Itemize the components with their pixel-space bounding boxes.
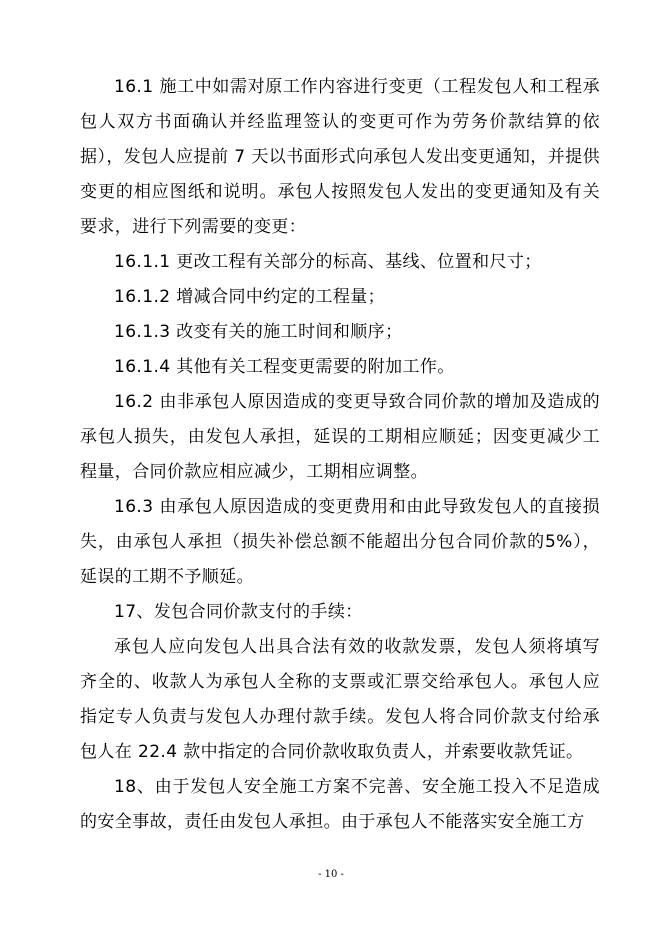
paragraph-17-body: 承包人应向发包人出具合法有效的收款发票，发包人须将填写齐全的、收款人为承包人全称的支票或汇票交给承包人。承包人应指定专人负责与发包人办理付款手续。发包人将合同价款支付给承包人在 22.4 款中指定的合同价款收取负责人，并索要收款凭证。: [80, 637, 600, 762]
paragraph-16-1-4: 16.1.4 其他有关工程变更需要的附加工作。: [114, 357, 455, 377]
paragraph-16-1-1: 16.1.1 更改工程有关部分的标高、基线、位置和尺寸；: [114, 252, 542, 272]
page-number: - 10 -: [318, 869, 344, 880]
paragraph-16-1-2: 16.1.2 增减合同中约定的工程量；: [114, 287, 386, 307]
heading-17: 17、发包合同价款支付的手续：: [114, 602, 363, 622]
paragraph-16-1: 16.1 施工中如需对原工作内容进行变更（工程发包人和工程承包人双方书面确认并经监理签认的变更可作为劳务价款结算的依据），发包人应提前 7 天以书面形式向承包人发出变更通知，并提供变更的相应图纸和说明。承包人按照发包人发出的变更通知及有关要求，进行下列需要的变更：: [80, 77, 600, 237]
paragraph-18: 18、由于发包人安全施工方案不完善、安全施工投入不足造成的安全事故，责任由发包人承担。由于承包人不能落实安全施工方: [80, 777, 600, 832]
paragraph-16-1-3: 16.1.3 改变有关的施工时间和顺序；: [114, 322, 403, 342]
paragraph-16-3: 16.3 由承包人原因造成的变更费用和由此导致发包人的直接损失，由承包人承担（损失补偿总额不能超出分包合同价款的5%），延误的工期不予顺延。: [80, 497, 600, 587]
paragraph-16-2: 16.2 由非承包人原因造成的变更导致合同价款的增加及造成的承包人损失，由发包人承担，延误的工期相应顺延；因变更减少工程量，合同价款应相应减少，工期相应调整。: [80, 392, 600, 482]
body-text: [80, 70, 600, 840]
